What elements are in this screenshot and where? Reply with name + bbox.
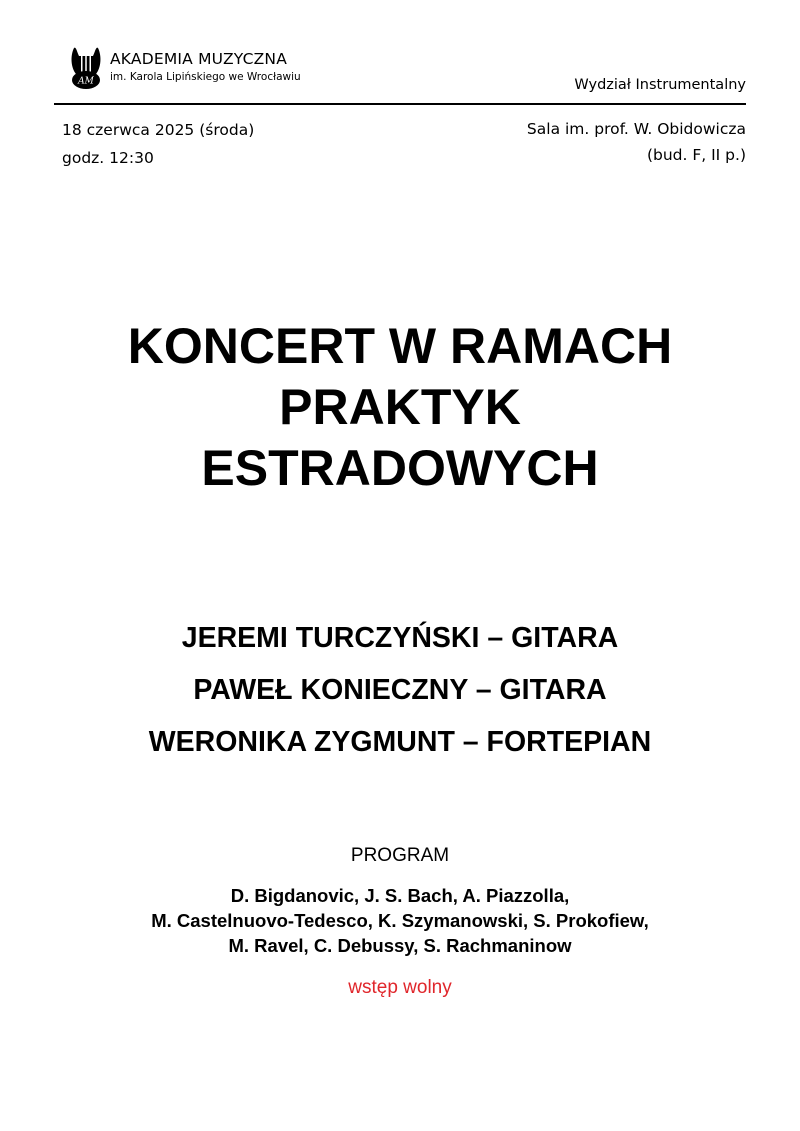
header [0, 0, 800, 110]
svg-text:AM: AM [78, 76, 94, 87]
program-heading: PROGRAM [350, 845, 450, 866]
title-line: ESTRADOWYCH [201, 440, 599, 496]
performers-list [0, 612, 800, 768]
lyre-logo-icon [68, 42, 104, 92]
composer-line: D. Bigdanovic, J. S. Bach, A. Piazzolla, [230, 885, 570, 906]
title-line: KONCERT W RAMACH [127, 318, 673, 374]
institution-subtitle: im. Karola Lipińskiego we Wrocławiu [110, 71, 301, 83]
composer-line: M. Castelnuovo-Tedesco, K. Szymanowski, S. Prokofiew, [151, 910, 649, 931]
program-composers [0, 883, 800, 958]
institution-name: AKADEMIA MUZYCZNA [110, 50, 288, 68]
venue-name: Sala im. prof. W. Obidowicza [526, 120, 746, 138]
title-line: PRAKTYK [279, 379, 521, 435]
free-entry-note: wstęp wolny [348, 977, 452, 998]
performer: PAWEŁ KONIECZNY – GITARA [193, 674, 607, 706]
event-time: godz. 12:30 [62, 149, 154, 167]
venue-detail: (bud. F, II p.) [646, 146, 746, 164]
faculty-name: Wydział Instrumentalny [574, 77, 746, 93]
event-date: 18 czerwca 2025 (środa) [62, 121, 255, 139]
performer: WERONIKA ZYGMUNT – FORTEPIAN [148, 726, 652, 758]
concert-title [0, 316, 800, 499]
header-divider [54, 103, 746, 105]
performer: JEREMI TURCZYŃSKI – GITARA [181, 622, 619, 654]
event-datetime [62, 116, 254, 172]
event-venue [527, 116, 746, 168]
composer-line: M. Ravel, C. Debussy, S. Rachmaninow [228, 935, 572, 956]
